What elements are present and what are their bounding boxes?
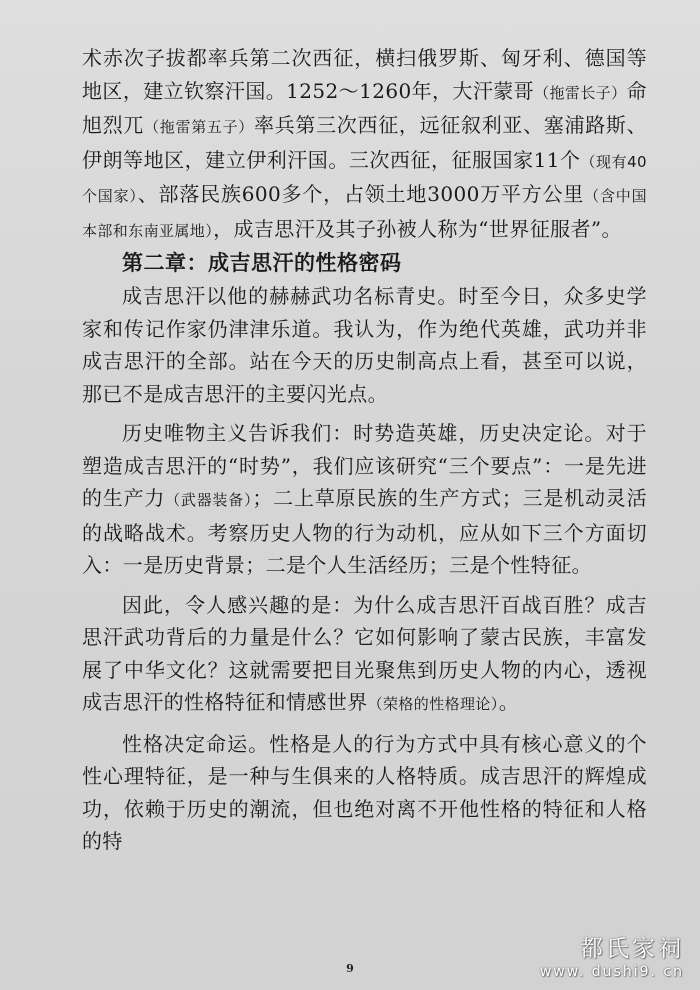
parenthetical-note: （武器装备） — [165, 491, 253, 509]
text-run: 术赤次子拔都率兵第二次西征，横扫俄罗斯、匈牙利、德国等地区，建立钦察汗国。1252～1260年，大汗蒙哥 — [82, 46, 647, 103]
paragraph-military-achievements: 成吉思汗以他的赫赫武功名标青史。时至今日，众多史学家和传记作家仍津津乐道。我认为，作为绝代英雄，武功并非成吉思汗的全部。站在今天的历史制高点上看，甚至可以说，那已不是成吉思汗的主要闪光点。 — [82, 284, 647, 406]
page-number: 9 — [346, 962, 354, 975]
paragraph-inner-world — [82, 589, 647, 721]
paragraph-west-campaigns — [82, 42, 647, 247]
paragraph-spacer — [82, 721, 647, 728]
parenthetical-note: （拖雷长子） — [534, 83, 627, 102]
watermark-url: www. dushi9. cn — [539, 964, 684, 980]
parenthetical-note: （现有40个国家） — [82, 152, 648, 205]
text-run: ；二上草原民族的生产方式；三是机动灵活的战略战术。考察历史人物的行为动机，应从如下三个方面切入：一是历史背景；二是个人生活经历；三是个性特征。 — [82, 486, 647, 577]
parenthetical-note: （荣格的性格理论） — [367, 695, 499, 713]
watermark-title: 都氏家祠 — [580, 936, 684, 962]
text-run: 。 — [498, 690, 520, 714]
paragraph-historical-materialism — [82, 417, 647, 582]
text-run: ，成吉思汗及其子孙被人称为“世界征服者”。 — [213, 216, 622, 241]
parenthetical-note: （含中国本部和东南亚属地） — [82, 187, 647, 240]
parenthetical-note: （拖雷第五子） — [144, 118, 255, 136]
paragraph-spacer — [82, 410, 647, 417]
paragraph-character-destiny: 性格决定命运。性格是人的行为方式中具有核心意义的个性心理特征，是一种与生俱来的人格特质。成吉思汗的辉煌成功，依赖于历史的潮流，但也绝对离不开他性格的特征和人格的特 — [82, 731, 647, 853]
text-run: 因此，令人感兴趣的是：为什么成吉思汗百战百胜？成吉思汗武功背后的力量是什么？它如何影响了蒙古民族，丰富发展了中华文化？这就需要把目光聚焦到历史人物的内心，透视成吉思汗的性格特征和情感世界 — [82, 592, 647, 714]
site-watermark — [474, 935, 684, 981]
paragraph-spacer — [82, 582, 647, 589]
text-run: 历史唯物主义告诉我们：时势造英雄，历史决定论。对于塑造成吉思汗的“时势”，我们应该研究“三个要点”：一是先进的生产力 — [82, 421, 647, 510]
text-run: 、部落民族600多个，占领土地3000万平方公里 — [137, 182, 585, 206]
text-run: 率兵第三次西征，远征叙利亚、塞浦路斯、伊朗等地区，建立伊利汗国。三次西征，征服国家11个 — [82, 113, 647, 172]
page-body — [82, 42, 647, 858]
chapter-heading: 第二章：成吉思汗的性格密码 — [122, 251, 402, 275]
text-run: 命旭烈兀 — [82, 78, 647, 137]
